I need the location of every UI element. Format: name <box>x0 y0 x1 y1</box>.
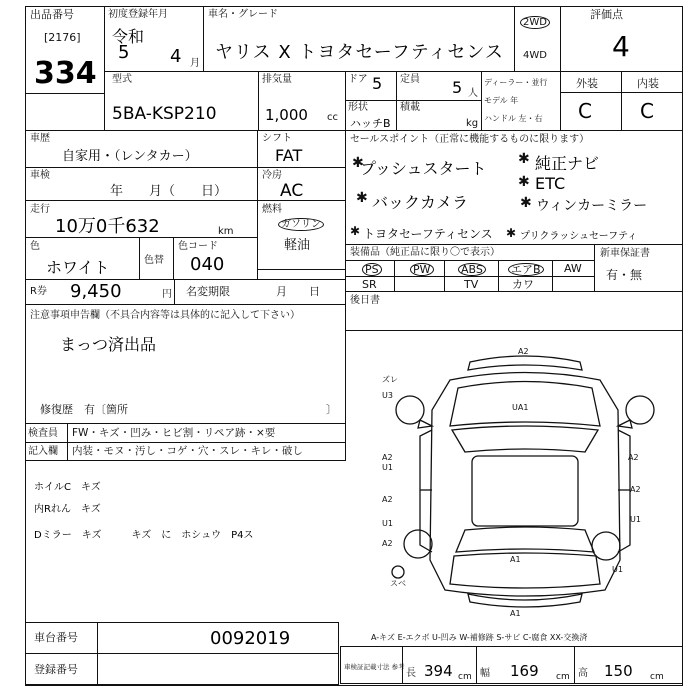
equipment-hline-1 <box>345 260 595 261</box>
diagram-mark-6: U1 <box>382 463 393 472</box>
ext-int-hline <box>560 92 683 93</box>
doors-label: ドア <box>348 74 368 85</box>
ext-label: 外装 <box>576 77 598 90</box>
sales-point-3: ETC <box>535 174 566 193</box>
diagram-mark-1: A2 <box>518 347 529 356</box>
sales-point-star-4: ✱ <box>356 190 368 206</box>
lot-sub-number: [2176] <box>44 31 81 44</box>
damage-legend: A-キズ E-エクボ U-凹み W-補修跡 S-サビ C-腐食 XX-交換済 <box>371 633 588 642</box>
inspector-legend-1: FW・キズ・凹み・ヒビ割・リペア跡・×要 <box>72 427 276 439</box>
diagram-mark-9: U1 <box>382 519 393 528</box>
height-label: 高 <box>578 668 588 679</box>
mirror-left <box>418 420 432 428</box>
reg-month-value: 4 <box>170 46 182 67</box>
shape-value: ハッチB <box>350 117 391 130</box>
size-vline-3 <box>574 646 575 684</box>
sales-point-6: トヨタセーフティセンス <box>363 227 493 241</box>
repair-label: 修復歴 有〔箇所 <box>40 403 128 416</box>
repair-end: 〕 <box>326 403 337 416</box>
cooler-value: AC <box>280 181 304 201</box>
inspection-value: 年 月（ 日） <box>110 184 228 199</box>
sales-point-star-6: ✱ <box>350 224 361 238</box>
width-value: 169 <box>510 662 539 680</box>
diagram-mark-16: A1 <box>510 555 521 564</box>
length-value: 394 <box>424 662 453 680</box>
handle-label: ハンドル 左・右 <box>484 114 543 123</box>
inspector-notes-label: 記入欄 <box>28 446 58 457</box>
recycle-label: R券 <box>30 286 47 297</box>
doors-value: 5 <box>372 74 383 93</box>
notes-label: 注意事項申告欄（不具合内容等は具体的に記入して下さい） <box>30 310 300 321</box>
lot-number-value: 334 <box>34 56 97 91</box>
diagram-mark-13: A2 <box>382 539 393 548</box>
model-value: 5BA-KSP210 <box>112 104 217 124</box>
model-year-label: モデル 年 <box>484 96 519 105</box>
sales-point-star-7: ✱ <box>506 226 517 240</box>
sales-point-star-1: ✱ <box>352 155 364 171</box>
car-name-value: ヤリス X トヨタセーフティセンス <box>215 42 504 63</box>
month-unit: 月 <box>190 58 200 69</box>
diagram-mark-12: U1 <box>612 565 623 574</box>
diagram-mark-11: U1 <box>630 515 641 524</box>
equip-sr: SR <box>362 278 377 291</box>
kg-unit: kg <box>466 118 479 129</box>
color-code-value: 040 <box>190 254 225 275</box>
int-label: 内装 <box>637 77 659 90</box>
equipment-vline-3 <box>498 260 499 292</box>
sales-point-2: 純正ナビ <box>535 154 600 173</box>
wheel-rear-right <box>592 532 620 560</box>
sales-point-star-3: ✱ <box>518 174 530 190</box>
sales-point-star-2: ✱ <box>518 151 530 167</box>
history-label: 車歴 <box>30 133 50 144</box>
ext-int-divider <box>621 71 622 131</box>
equip-leather: カワ <box>512 278 534 291</box>
length-label: 長 <box>406 668 416 679</box>
hand-note-2: 内Rれん キズ <box>34 504 101 515</box>
car-name-label: 車名・グレード <box>208 9 278 20</box>
notes-value: まっつ済出品 <box>60 335 157 354</box>
load-label: 積載 <box>400 102 420 113</box>
int-value: C <box>640 99 654 123</box>
trunk-shape <box>450 553 600 588</box>
equipment-label: 装備品（純正品に限り〇で表示） <box>350 247 500 258</box>
inspector-label: 検査員 <box>28 428 58 439</box>
diagram-mark-7: A2 <box>628 453 639 462</box>
chassis-label: 車台番号 <box>34 631 78 644</box>
name-change-value: 月 日 <box>276 285 320 298</box>
displacement-value: 1,000 <box>265 106 308 124</box>
first-reg-label: 初度登録年月 <box>108 9 168 20</box>
size-label: 車検証記載寸法 参考 <box>344 663 405 671</box>
diagram-mark-15: スベ <box>390 579 406 588</box>
capacity-unit: 人 <box>468 88 478 99</box>
equip-ps: PS <box>362 263 382 276</box>
grade-value: 4 <box>612 30 630 63</box>
size-vline-2 <box>476 646 477 684</box>
mirror-right <box>618 420 632 428</box>
sales-point-7: プリクラッシュセーフティ <box>520 231 638 242</box>
after-day-label: 後日書 <box>350 295 380 306</box>
color-value: ホワイト <box>46 258 110 277</box>
after-day-box <box>345 291 683 331</box>
km-unit: km <box>218 226 234 237</box>
color-label: 色 <box>30 241 40 252</box>
wheel-rear-left <box>404 530 432 558</box>
diagram-mark-14: A1 <box>510 609 521 618</box>
dealer-label: ディーラー・並行 <box>484 78 548 87</box>
cc-unit: cc <box>327 112 338 123</box>
length-cm: cm <box>458 672 472 682</box>
equipment-vline-1 <box>394 260 395 292</box>
inspector-legend-2: 内装・モヌ・汚し・コゲ・穴・スレ・キレ・破し <box>72 445 303 457</box>
fuel-label: 燃料 <box>262 204 282 215</box>
spare-wheel <box>392 566 404 578</box>
capacity-value: 5 <box>452 78 463 97</box>
drive-4wd: 4WD <box>523 50 547 61</box>
shift-value: FAT <box>275 146 303 165</box>
warranty-label: 新車保証書 <box>600 248 650 259</box>
height-value: 150 <box>604 662 633 680</box>
diagram-mark-5: A2 <box>382 453 393 462</box>
cooler-label: 冷房 <box>262 170 282 181</box>
sales-points-label: セールスポイント（正常に機能するものに限ります） <box>350 134 590 145</box>
drive-2wd: 2WD <box>520 16 550 29</box>
yen-unit: 円 <box>162 289 172 300</box>
mileage-value: 10万0千632 <box>55 216 160 237</box>
sales-point-star-5: ✱ <box>520 195 532 211</box>
reg-no-label: 登録番号 <box>34 663 78 676</box>
mileage-label: 走行 <box>30 204 50 215</box>
lot-number-label: 出品番号 <box>30 8 74 21</box>
roof-shape <box>472 456 578 526</box>
ext-value: C <box>578 99 592 123</box>
model-label: 型式 <box>112 74 132 85</box>
diagram-mark-3: U3 <box>382 391 393 400</box>
name-change-label: 名変期限 <box>186 285 230 298</box>
equipment-vline-2 <box>444 260 445 292</box>
shift-label: シフト <box>262 133 292 144</box>
reg-year-value: 5 <box>118 42 130 63</box>
rear-glass-shape <box>456 527 594 552</box>
equip-abs: ABS <box>458 263 486 276</box>
equipment-hline-2 <box>345 276 595 277</box>
color-code-label: 色コード <box>178 241 218 252</box>
fuel-gasoline: ガソリン <box>278 218 324 231</box>
displacement-label: 排気量 <box>262 74 292 85</box>
diagram-mark-4: UA1 <box>512 403 529 412</box>
grade-label: 評価点 <box>590 8 623 21</box>
equip-aw: AW <box>564 262 582 275</box>
height-cm: cm <box>650 672 664 682</box>
chassis-value: 0092019 <box>210 628 291 649</box>
equipment-vline-4 <box>552 260 553 292</box>
hand-note-3: Dミラー キズ キズ に ホシュウ P4ス <box>34 530 254 541</box>
equip-airbag: エアB <box>508 263 544 276</box>
diagram-mark-2: ズレ <box>382 375 398 384</box>
fuel-diesel: 軽油 <box>284 238 311 253</box>
history-value: 自家用・（レンタカー） <box>62 149 198 164</box>
diagram-mark-10: A2 <box>630 485 641 494</box>
color-change-label: 色替 <box>144 255 164 266</box>
sales-point-5: ウィンカーミラー <box>536 198 648 214</box>
equip-tv: TV <box>464 278 479 291</box>
width-label: 幅 <box>480 668 490 679</box>
sales-point-1: プッシュスタート <box>360 159 487 178</box>
inspector-vline <box>67 423 68 461</box>
windshield-shape <box>452 426 598 452</box>
warranty-value: 有・無 <box>606 268 643 282</box>
sales-point-4: バックカメラ <box>372 193 469 212</box>
front-bumper-shape <box>468 356 582 370</box>
width-cm: cm <box>556 672 570 682</box>
inspection-label: 車検 <box>30 170 50 181</box>
equip-pw: PW <box>410 263 434 276</box>
diagram-mark-8: A2 <box>382 495 393 504</box>
shape-label: 形状 <box>348 102 368 113</box>
era-value: 令和 <box>112 27 145 46</box>
recycle-value: 9,450 <box>70 281 122 302</box>
inspector-hline <box>25 442 346 443</box>
car-diagram <box>380 340 680 620</box>
capacity-label: 定員 <box>400 74 420 85</box>
hand-note-1: ホイルC キズ <box>34 482 101 493</box>
